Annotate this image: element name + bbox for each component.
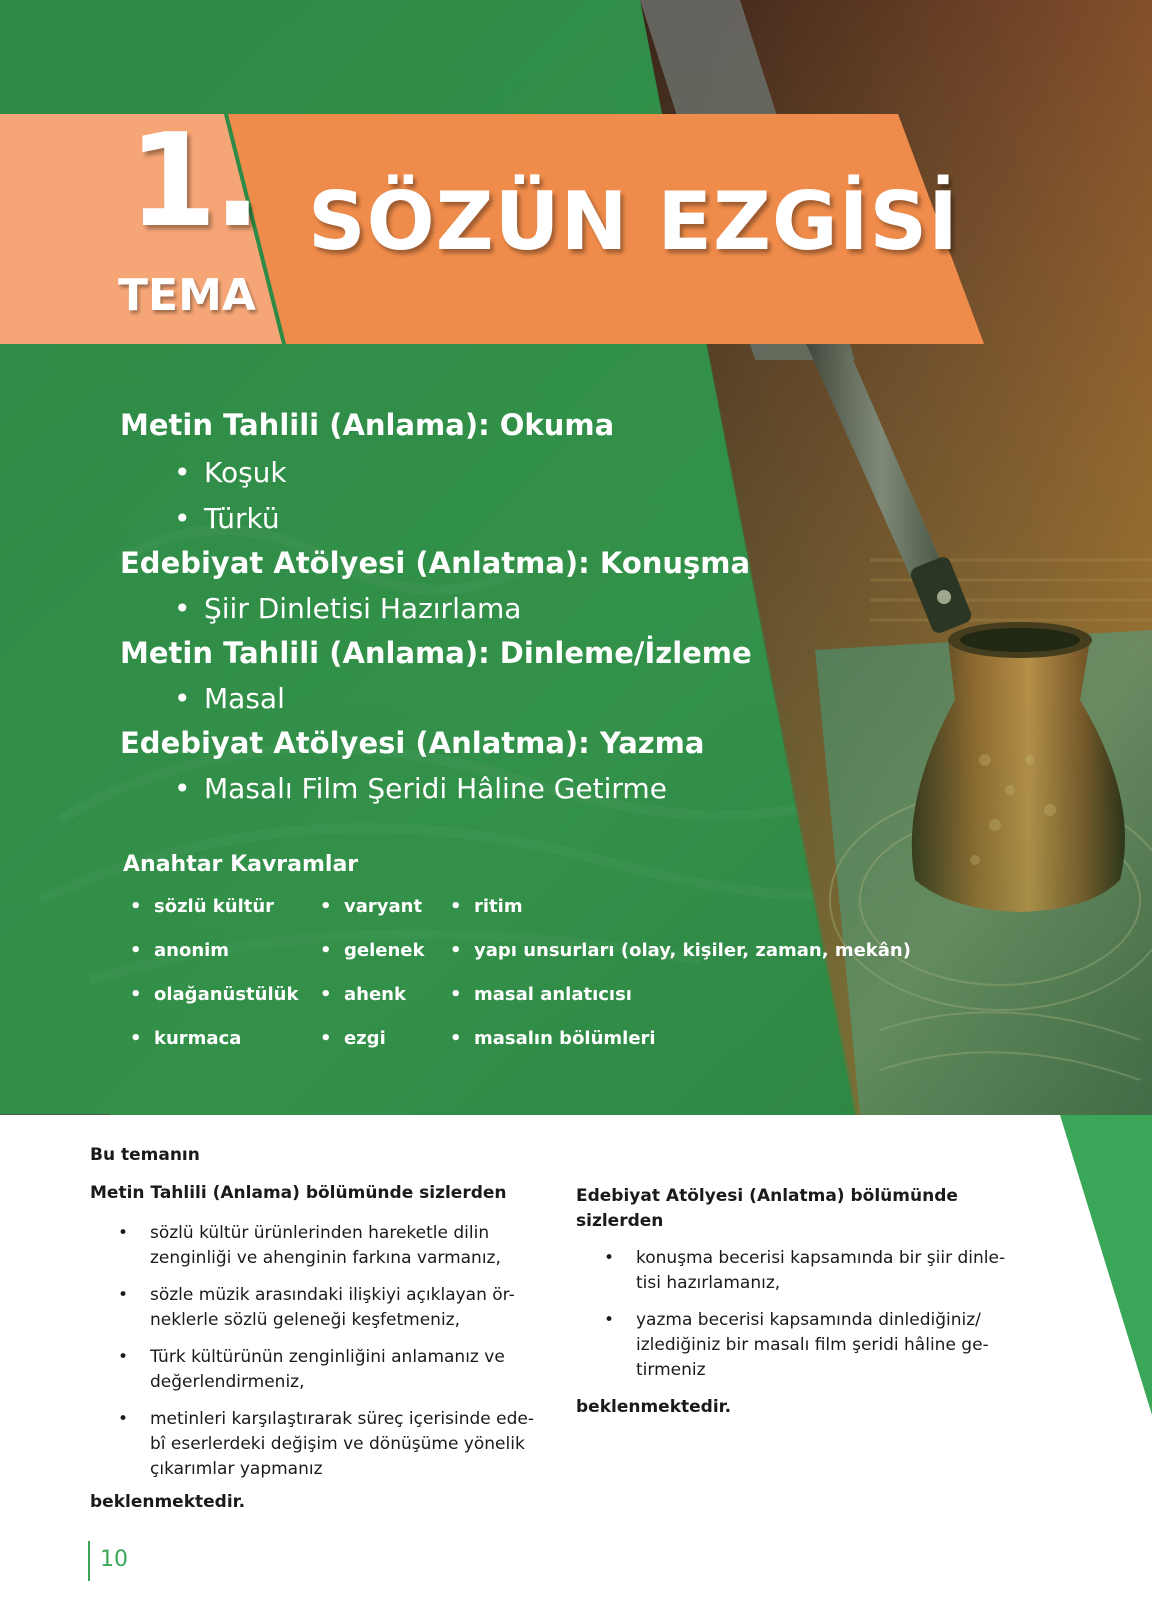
section-item: • Koşuk bbox=[174, 456, 287, 489]
section-item: • Türkü bbox=[174, 502, 280, 535]
page-number: 10 bbox=[100, 1547, 128, 1572]
left-list-item: • sözlü kültür ürünlerinden hareketle dilin zenginliği ve ahenginin farkına varmanız, bbox=[118, 1223, 501, 1268]
keyword: • ahenk bbox=[320, 984, 406, 1005]
keyword: • masal anlatıcısı bbox=[450, 984, 632, 1005]
section-heading-2: Edebiyat Atölyesi (Anlatma): Konuşma bbox=[120, 546, 751, 580]
section-heading-4: Edebiyat Atölyesi (Anlatma): Yazma bbox=[120, 726, 705, 760]
keyword: • varyant bbox=[320, 896, 423, 917]
right-list-item: • yazma becerisi kapsamında dinlediğiniz/ izlediğiniz bir masalı film şeridi hâline ge- tirmeniz bbox=[604, 1310, 989, 1380]
section-heading-1: Metin Tahlili (Anlama): Okuma bbox=[120, 408, 615, 442]
left-list-item: • Türk kültürünün zenginliğini anlamanız ve değerlendirmeniz, bbox=[118, 1347, 505, 1392]
keyword: • gelenek bbox=[320, 940, 425, 961]
divider bbox=[0, 1114, 110, 1115]
left-list-item: • sözle müzik arasındaki ilişkiyi açıklayan ör- neklerle sözlü geleneği keşfetmeniz, bbox=[118, 1285, 515, 1330]
intro-text: Bu temanın bbox=[90, 1145, 200, 1165]
section-item: • Masal bbox=[174, 682, 285, 715]
left-closing: beklenmektedir. bbox=[90, 1492, 246, 1512]
keywords-title: Anahtar Kavramlar bbox=[123, 852, 359, 877]
right-closing: beklenmektedir. bbox=[576, 1397, 732, 1417]
page-number-rule bbox=[88, 1541, 90, 1581]
section-heading-3: Metin Tahlili (Anlama): Dinleme/İzleme bbox=[120, 636, 752, 670]
left-list-item: • metinleri karşılaştırarak süreç içerisinde ede- bî eserlerdeki değişim ve dönüşüme yönelik çıkarımlar yapmanız bbox=[118, 1409, 535, 1479]
right-list-item: • konuşma becerisi kapsamında bir şiir dinle- tisi hazırlamanız, bbox=[604, 1248, 1006, 1293]
keyword: • anonim bbox=[130, 940, 230, 961]
right-heading: Edebiyat Atölyesi (Anlatma) bölümünde sizlerden bbox=[576, 1186, 958, 1231]
left-heading: Metin Tahlili (Anlama) bölümünde sizlerden bbox=[90, 1183, 507, 1203]
theme-number: 1. bbox=[128, 107, 258, 256]
keyword: • olağanüstülük bbox=[130, 984, 299, 1005]
theme-title: SÖZÜN EZGİSİ bbox=[308, 175, 959, 268]
keyword: • masalın bölümleri bbox=[450, 1028, 656, 1049]
keyword: • sözlü kültür bbox=[130, 896, 275, 917]
corner-wedge bbox=[1060, 1115, 1152, 1415]
section-item: • Masalı Film Şeridi Hâline Getirme bbox=[174, 772, 667, 805]
section-item: • Şiir Dinletisi Hazırlama bbox=[174, 592, 522, 625]
theme-label: TEMA bbox=[118, 270, 256, 321]
keyword: • ezgi bbox=[320, 1028, 386, 1049]
keyword: • ritim bbox=[450, 896, 523, 917]
keyword: • kurmaca bbox=[130, 1028, 242, 1049]
keyword: • yapı unsurları (olay, kişiler, zaman, mekân) bbox=[450, 940, 911, 961]
